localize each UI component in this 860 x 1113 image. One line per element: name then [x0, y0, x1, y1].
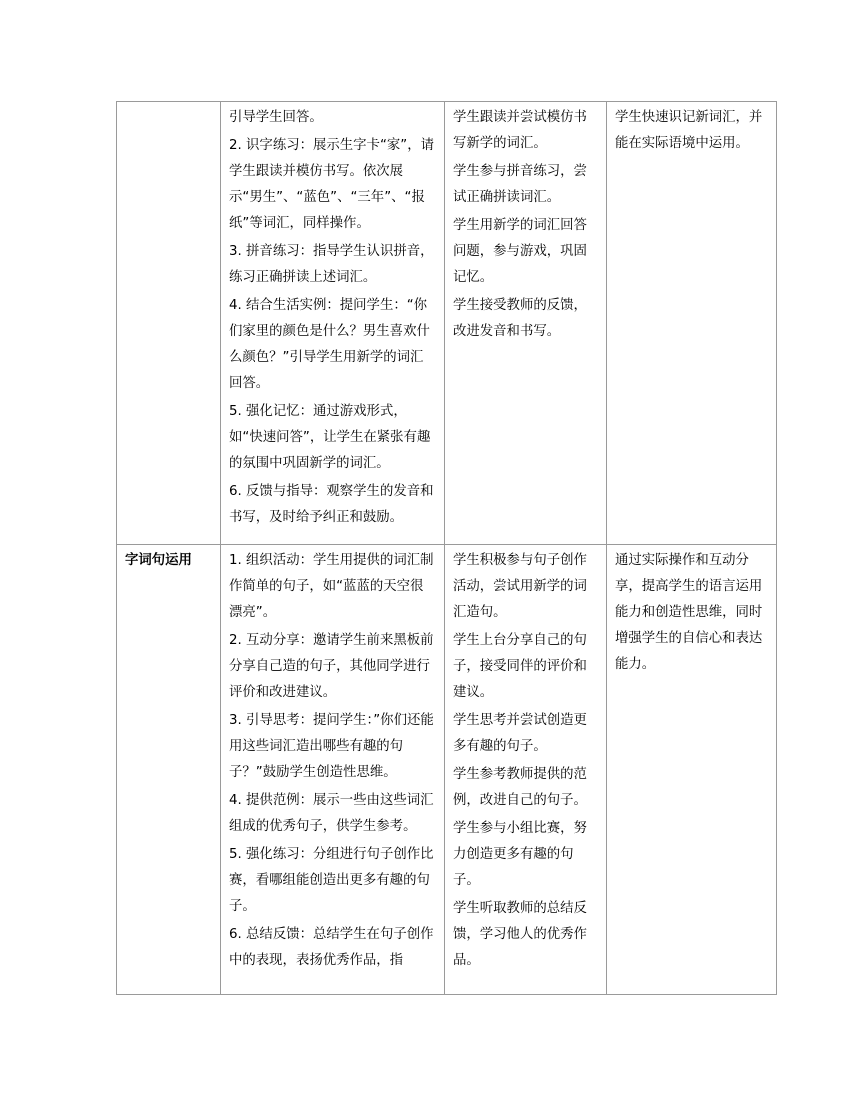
student-activity: 学生用新学的词汇回答问题，参与游戏，巩固记忆。	[453, 218, 587, 285]
student-activity: 学生参与拼音练习，尝试正确拼读词汇。	[453, 164, 587, 205]
section-label-cell	[117, 102, 221, 545]
student-activity: 学生参考教师提供的范例，改进自己的句子。	[453, 767, 587, 808]
table-row	[117, 102, 777, 545]
teacher-activity-cell	[221, 545, 445, 995]
lesson-plan-table	[116, 101, 777, 995]
section-label: 字词句运用	[125, 553, 192, 568]
teacher-step: 3. 拼音练习：指导学生认识拼音，练习正确拼读上述词汇。	[229, 244, 434, 285]
student-activity: 学生上台分享自己的句子，接受同伴的评价和建议。	[453, 633, 587, 700]
table-row	[117, 545, 777, 995]
teacher-step: 1. 组织活动：学生用提供的词汇制作简单的句子，如“蓝蓝的天空很漂亮”。	[229, 553, 434, 620]
design-intent: 学生快速识记新词汇，并能在实际语境中运用。	[615, 110, 763, 151]
teacher-step: 6. 反馈与指导：观察学生的发音和书写，及时给予纠正和鼓励。	[229, 484, 434, 525]
teacher-step: 3. 引导思考：提问学生：”你们还能用这些词汇造出哪些有趣的句子？”鼓励学生创造性思维。	[229, 713, 434, 780]
teacher-step: 引导学生回答。	[229, 110, 323, 125]
teacher-step: 6. 总结反馈：总结学生在句子创作中的表现，表扬优秀作品，指	[229, 927, 434, 968]
design-intent-cell	[607, 102, 777, 545]
student-activity: 学生思考并尝试创造更多有趣的句子。	[453, 713, 587, 754]
student-activity-cell	[445, 545, 607, 995]
student-activity: 学生接受教师的反馈，改进发音和书写。	[453, 298, 587, 339]
design-intent-cell	[607, 545, 777, 995]
teacher-step: 2. 互动分享：邀请学生前来黑板前分享自己造的句子，其他同学进行评价和改进建议。	[229, 633, 434, 700]
teacher-activity-cell	[221, 102, 445, 545]
teacher-step: 5. 强化记忆：通过游戏形式，如“快速问答”，让学生在紧张有趣的氛围中巩固新学的词汇。	[229, 404, 431, 471]
teacher-step: 2. 识字练习：展示生字卡“家”，请学生跟读并模仿书写。依次展示“男生”、“蓝色”、“三年”、“报纸”等词汇，同样操作。	[229, 138, 434, 231]
student-activity: 学生参与小组比赛，努力创造更多有趣的句子。	[453, 821, 587, 888]
teacher-step: 4. 结合生活实例：提问学生：“你们家里的颜色是什么？男生喜欢什么颜色？”引导学生用新学的词汇回答。	[229, 298, 430, 391]
student-activity: 学生听取教师的总结反馈，学习他人的优秀作品。	[453, 901, 587, 968]
student-activity: 学生跟读并尝试模仿书写新学的词汇。	[453, 110, 587, 151]
student-activity: 学生积极参与句子创作活动，尝试用新学的词汇造句。	[453, 553, 587, 620]
design-intent: 通过实际操作和互动分享，提高学生的语言运用能力和创造性思维，同时增强学生的自信心和表达能力。	[615, 553, 763, 672]
section-label-cell	[117, 545, 221, 995]
teacher-step: 4. 提供范例：展示一些由这些词汇组成的优秀句子，供学生参考。	[229, 793, 434, 834]
student-activity-cell	[445, 102, 607, 545]
teacher-step: 5. 强化练习：分组进行句子创作比赛，看哪组能创造出更多有趣的句子。	[229, 847, 434, 914]
